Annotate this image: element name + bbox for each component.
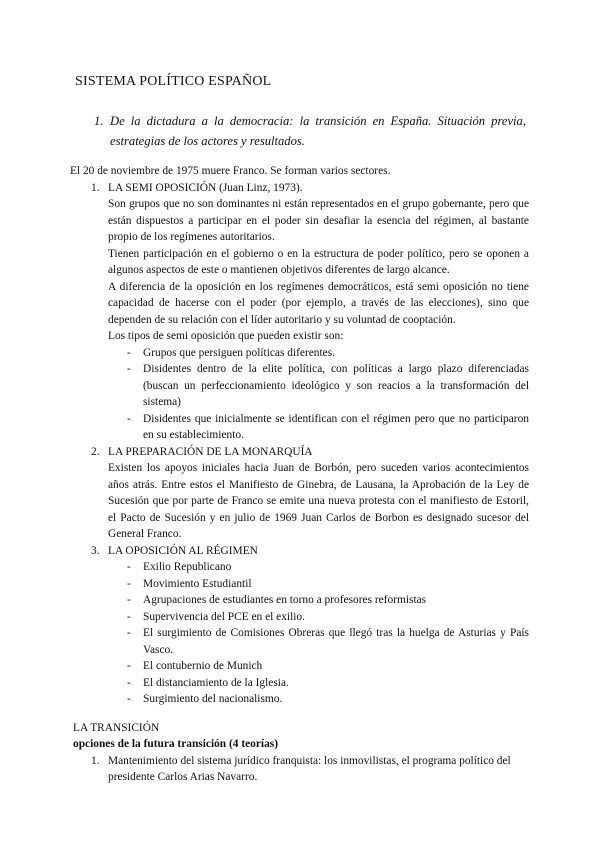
item-heading: LA OPOSICIÓN AL RÉGIMEN <box>108 544 258 557</box>
bullet-item <box>73 609 529 626</box>
bullet-item <box>73 625 529 658</box>
document-title: SISTEMA POLÍTICO ESPAÑOL <box>75 74 272 89</box>
section-number: 1. <box>94 114 104 128</box>
list-number: 1. <box>91 181 100 194</box>
bullet-dash: - <box>127 346 131 359</box>
bullet-text: El distanciamiento de la Iglesia. <box>143 676 289 689</box>
paragraph: Los tipos de semi oposición que pueden existir son: <box>108 330 344 342</box>
list-item-semi-oposicion <box>73 180 529 197</box>
bullet-item <box>73 411 529 444</box>
bullet-item <box>73 592 529 609</box>
transicion-subheading: opciones de la futura transición (4 teorías) <box>73 738 279 750</box>
paragraph: Son grupos que no son dominantes ni están representados en el grupo gobernante, pero que están dispuestos a participar en el poder sin desafiar la esencia del régimen, al bastante propio de los regímenes autoritarios. <box>108 198 529 243</box>
bullet-text: Disidentes dentro de la elite política, con políticas a largo plazo diferenciadas (buscan un perfeccionamiento ideológico y son reacios a la transformación del sistema) <box>143 363 529 408</box>
paragraph: Existen los apoyos iniciales hacia Juan de Borbón, pero suceden varios acontecimientos años atrás. Entre estos el Manifiesto de Ginebra, de Lausana, la Aprobación de la Ley de Sucesión que por parte de Franco se emite una nueva protesta con el manifiesto de Estoril, el Pacto de Sucesión y en julio de 1969 Juan Carlos de Borbon es designado sucesor del General Franco. <box>108 462 529 540</box>
item-heading: LA PREPARACIÓN DE LA MONARQUÍA <box>108 445 313 458</box>
intro-paragraph: El 20 de noviembre de 1975 muere Franco. Se forman varios sectores. <box>70 165 391 177</box>
item-heading: LA SEMI OPOSICIÓN (Juan Linz, 1973). <box>108 181 303 194</box>
paragraph: Tienen participación en el gobierno o en la estructura de poder político, pero se oponen a algunos aspectos de este o mantienen objetivos diferentes de largo alcance. <box>108 247 529 276</box>
bullet-dash: - <box>127 577 131 590</box>
document-body <box>70 163 529 786</box>
bullet-text: Disidentes que inicialmente se identifican con el régimen pero que no participaron en su establecimiento. <box>143 412 529 441</box>
bullet-dash: - <box>127 594 131 606</box>
paragraph: A diferencia de la oposición en los regímenes democráticos, está semi oposición no tiene capacidad de hacerse con el poder (por ejemplo, a través de las elecciones), sino que dependen de su relación con el líder autoritario y su voluntad de cooptación. <box>108 280 529 326</box>
bullet-dash: - <box>127 693 131 705</box>
bullet-text: El surgimiento de Comisiones Obreras que llegó tras la huelga de Asturias y País Vasco. <box>143 627 529 656</box>
section-heading <box>94 111 526 151</box>
bullet-item <box>73 691 529 708</box>
list-item-monarquia <box>73 444 529 461</box>
bullet-item <box>73 675 529 692</box>
bullet-item <box>73 658 529 675</box>
bullet-dash: - <box>127 412 131 425</box>
bullet-item <box>73 559 529 576</box>
list-number: 1. <box>91 754 100 767</box>
bullet-dash: - <box>127 561 131 573</box>
bullet-text: El contubernio de Munich <box>143 660 263 672</box>
bullet-dash: - <box>127 627 131 639</box>
bullet-text: Movimiento Estudiantil <box>143 577 252 590</box>
bullet-text: Agrupaciones de estudiantes en torno a profesores reformistas <box>143 594 427 606</box>
bullet-text: Exilio Republicano <box>143 561 232 573</box>
list-item-transicion <box>73 753 529 786</box>
bullet-item <box>73 345 529 362</box>
bullet-dash: - <box>127 676 131 689</box>
section-text: De la dictadura a la democracia: la transición en España. Situación previa, estrategias de los actores y resultados. <box>110 114 526 148</box>
bullet-text: Surgimiento del nacionalismo. <box>143 693 283 705</box>
bullet-item <box>73 576 529 593</box>
list-number: 2. <box>91 445 100 458</box>
item-text: Mantenimiento del sistema jurídico franquista: los inmovilistas, el programa político del presidente Carlos Arias Navarro. <box>108 754 511 783</box>
bullet-item <box>73 361 529 411</box>
list-number: 3. <box>91 544 100 557</box>
bullet-dash: - <box>127 363 131 375</box>
bullet-dash: - <box>127 610 131 623</box>
bullet-text: Supervivencia del PCE en el exilio. <box>143 610 305 623</box>
bullet-text: Grupos que persiguen políticas diferentes. <box>143 346 336 359</box>
list-item-oposicion <box>73 543 529 560</box>
transicion-heading: LA TRANSICIÓN <box>73 721 160 734</box>
bullet-dash: - <box>127 660 131 672</box>
